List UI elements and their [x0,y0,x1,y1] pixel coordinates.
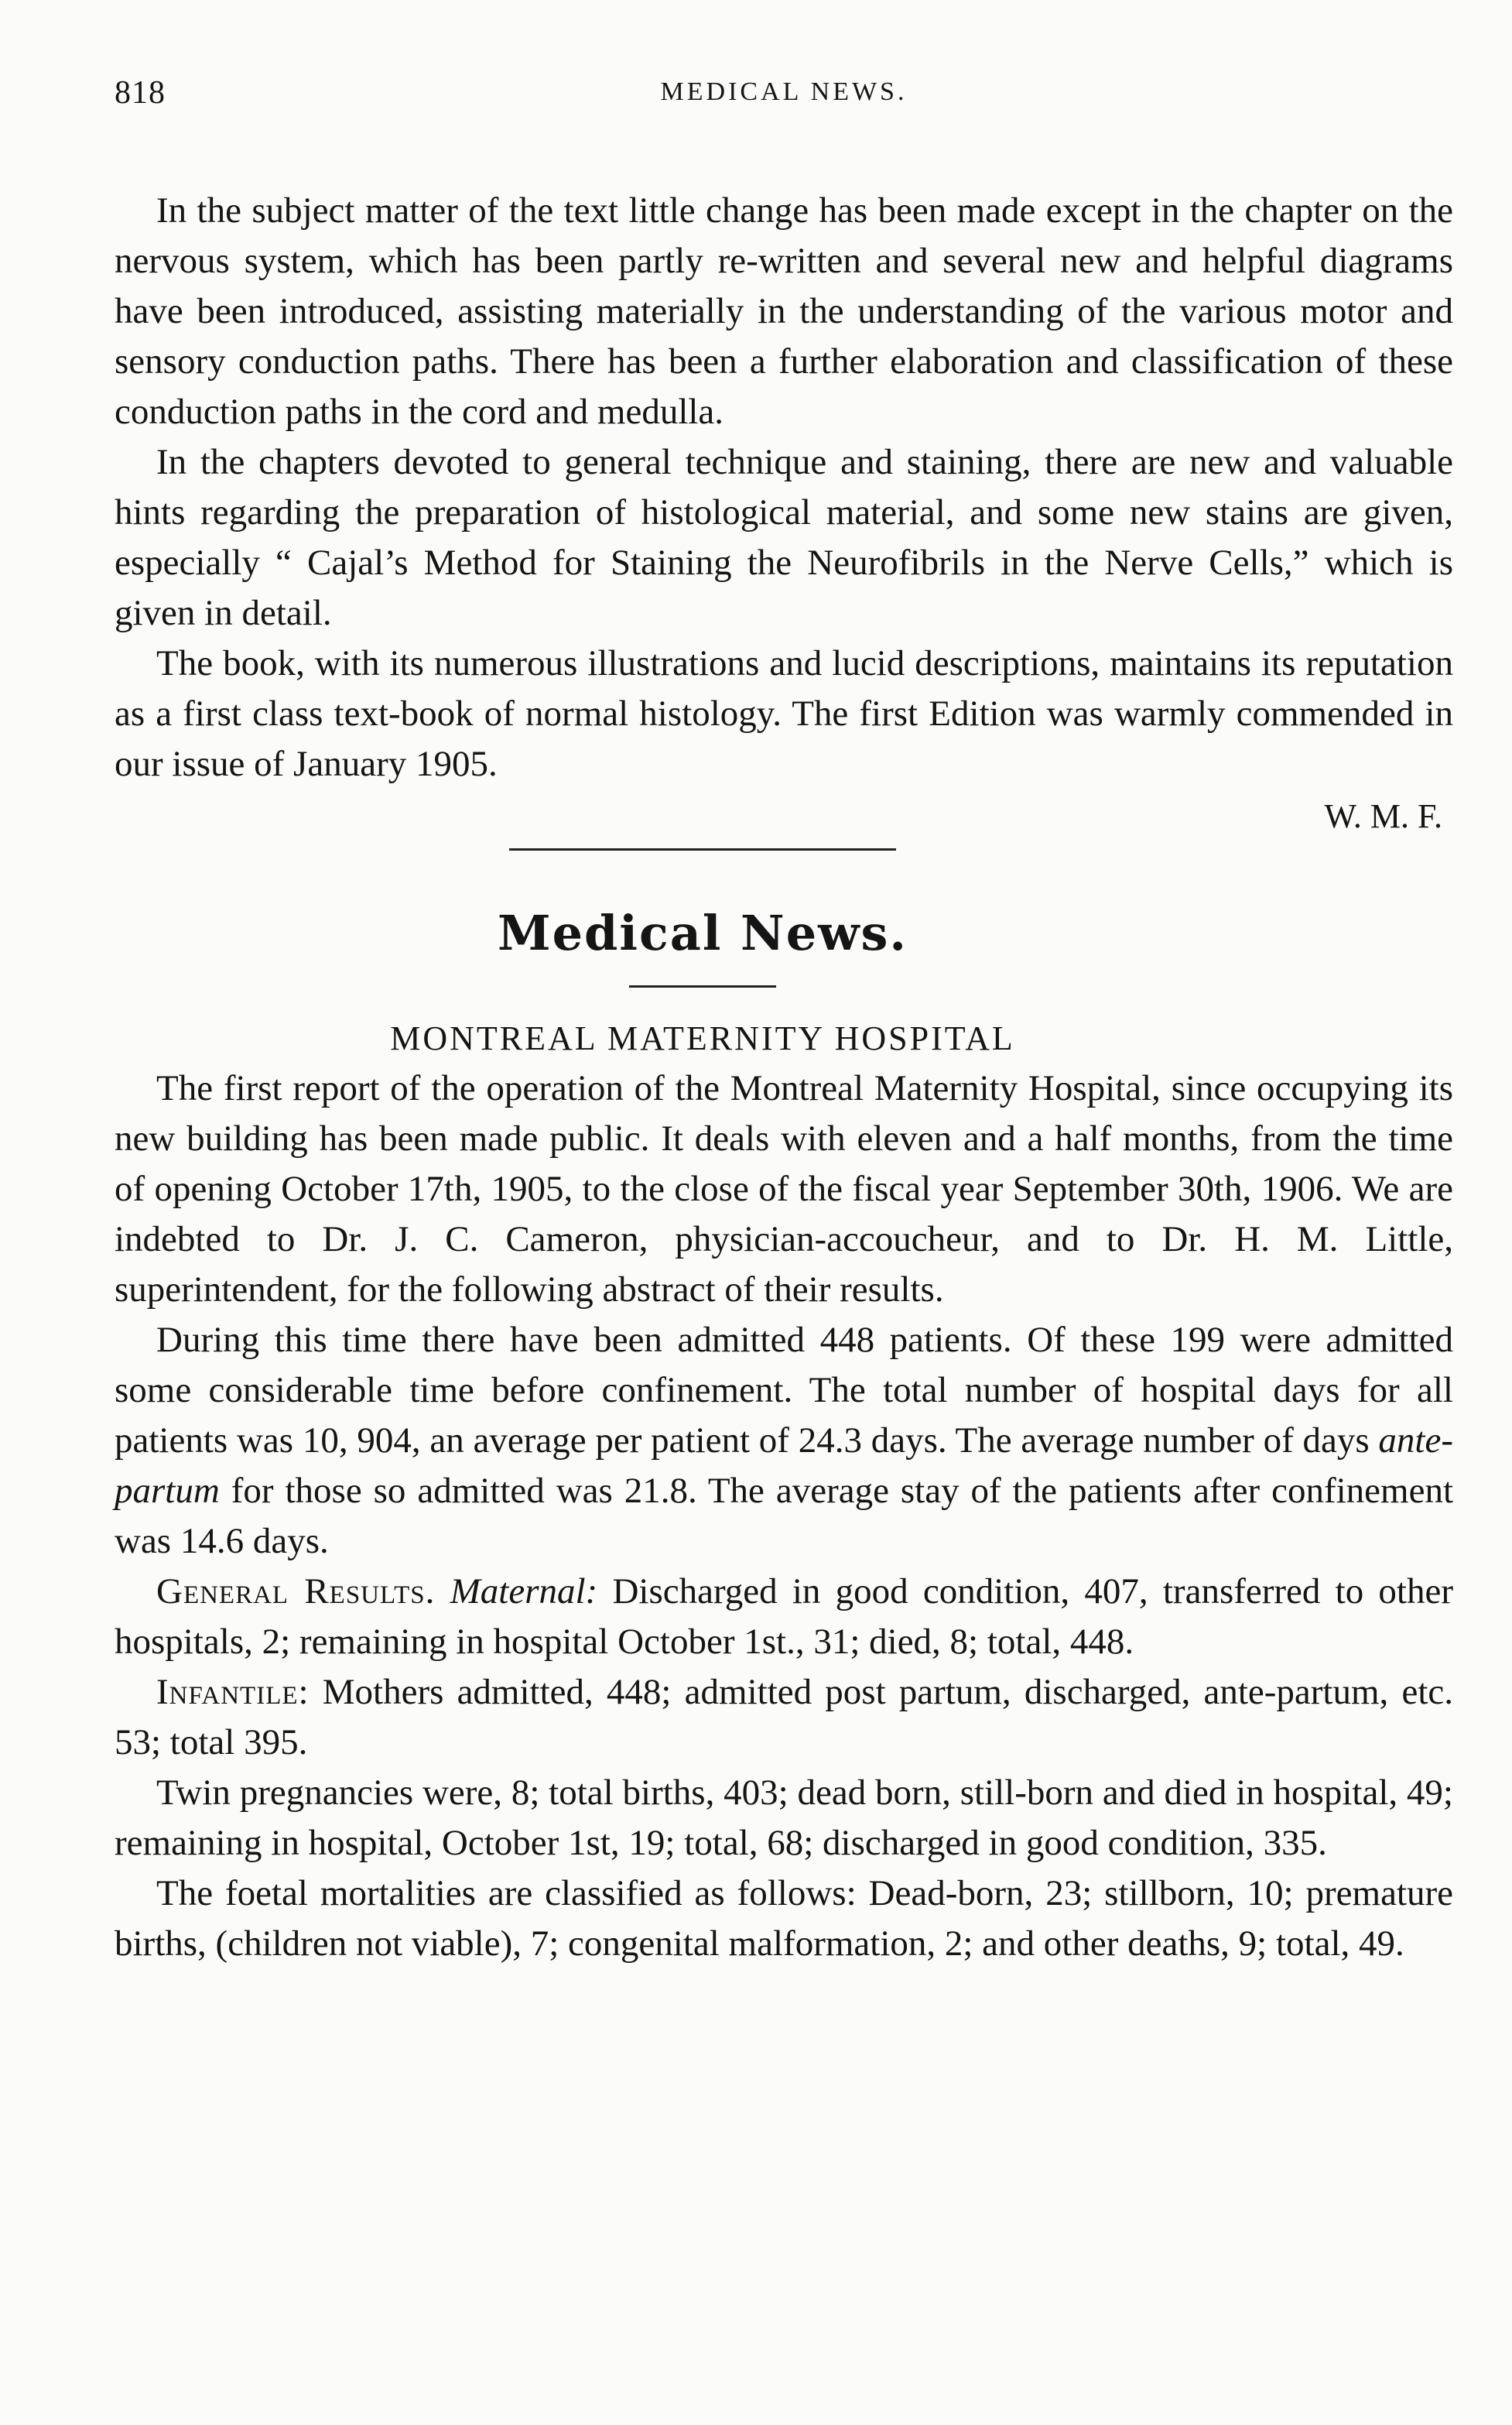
text-run: Discharged in good condition, 407, transferred to other hospitals, 2; remaining in hospital October 1st., 31; died, 8; total, 448. [115,1571,1454,1662]
article-title: MONTREAL MATERNITY HOSPITAL [390,1019,1015,1057]
text-run: for those so admitted was 21.8. The average stay of the patients after confinement was 14.6 days. [115,1471,1453,1561]
heading-rule [629,985,776,988]
general-results-paragraph [115,1567,1453,1667]
article-paragraph: The first report of the operation of the Montreal Maternity Hospital, since occupying its new building has been made public. It deals with eleven and a half months, from the time of opening October 17th, 1905, to the close of the fiscal year September 30th, 1906. We are indebted to Dr. J. C. Cameron, physician-accoucheur, and to Dr. H. M. Little, superintendent, for the following abstract of their results. [115,1068,1453,1310]
page-number: 818 [115,75,166,111]
running-title: MEDICAL NEWS. [660,77,908,106]
review-paragraph: In the chapters devoted to general technique and staining, there are new and valuable hints regarding the preparation of histological material, and some new stains are given, especially “ Cajal’s Method for Staining the Neurofibrils in the Nerve Cells,” which is given in detail. [115,442,1453,633]
article-paragraph: Twin pregnancies were, 8; total births, 403; dead born, still-born and died in hospital, 49; remaining in hospital, October 1st, 19; total, 68; discharged in good condition, 335. [115,1773,1453,1863]
text-run: Mothers admitted, 448; admitted post partum, discharged, ante-partum, etc. 53; total 395. [115,1672,1453,1762]
book-review [115,186,1453,841]
general-results-label: General Results. [156,1571,436,1612]
text-run: During this time there have been admitted 448 patients. Of these 199 were admitted some considerable time before confinement. The total number of hospital days for all patients was 10, 904, an average per patient of 24.3 days. The average number of days [115,1320,1453,1461]
infantile-label: Infantile: [156,1672,310,1712]
section-heading: Medical News. [497,905,908,961]
review-paragraph: The book, with its numerous illustrations and lucid descriptions, maintains its reputation as a first class text-book of normal histology. The first Edition was warmly commended in our issue of January 1905. [115,643,1453,784]
article-body [115,1064,1453,1969]
article-paragraph: The foetal mortalities are classified as follows: Dead-born, 23; stillborn, 10; premature births, (children not viable), 7; congenital malformation, 2; and other deaths, 9; total, 49. [115,1873,1453,1964]
infantile-paragraph [115,1667,1453,1768]
review-paragraph: In the subject matter of the text little change has been made except in the chapter on the nervous system, which has been partly re-written and several new and helpful diagrams have been introduced, assisting materially in the understanding of the various motor and sensory conduction paths. There has been a further elaboration and classification of these conduction paths in the cord and medulla. [115,190,1453,432]
article-paragraph [115,1315,1453,1567]
italic-term: ante-partum [115,1420,1453,1511]
review-signature: W. M. F. [1324,797,1442,835]
maternal-label: Maternal: [450,1571,598,1612]
page-header [115,74,1453,121]
journal-page [115,74,1453,1969]
section-divider [509,848,896,851]
